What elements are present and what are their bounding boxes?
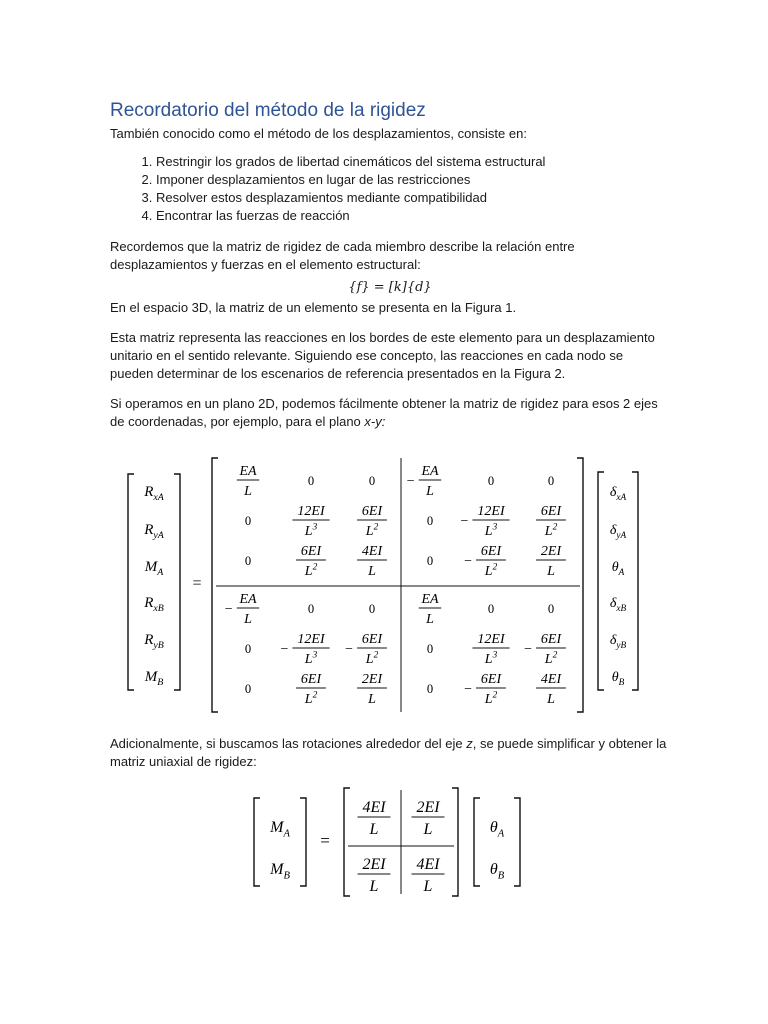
document-page bbox=[110, 100, 670, 431]
minus-sign: − bbox=[464, 553, 473, 569]
numerator: 2EI bbox=[362, 856, 386, 873]
rhs2-symbol bbox=[490, 819, 505, 839]
matrix-entry bbox=[536, 672, 566, 707]
denominator: $L^3$ bbox=[304, 521, 318, 539]
plain-entry: 0 bbox=[368, 473, 376, 488]
denominator: $L^2$ bbox=[544, 521, 558, 539]
matrix2-left-bracket bbox=[344, 788, 350, 896]
minus-sign: − bbox=[524, 641, 533, 657]
uniaxial-axis: z bbox=[466, 736, 473, 751]
uniaxial-stiffness-matrix bbox=[248, 786, 528, 898]
numerator: 12EI bbox=[297, 632, 325, 647]
intro-paragraph: También conocido como el método de los desplazamientos, consiste en: bbox=[110, 126, 527, 141]
matrix-entry bbox=[548, 602, 554, 616]
numerator: 6EI bbox=[480, 672, 502, 687]
matrix-entry bbox=[488, 602, 494, 616]
matrix-entry bbox=[460, 504, 509, 539]
denominator: L bbox=[426, 484, 434, 499]
lhs2-left-bracket bbox=[254, 798, 260, 886]
lhs2-symbol-text: $M_B$ bbox=[270, 861, 290, 882]
matrix-entry bbox=[427, 682, 433, 696]
rhs-left-bracket bbox=[598, 472, 604, 690]
lhs2-symbol bbox=[269, 819, 290, 839]
rhs-symbol bbox=[610, 485, 627, 502]
denominator: $L^3$ bbox=[484, 521, 498, 539]
list-item: 1. Restringir los grados de libertad cinemáticos del sistema estructural bbox=[156, 153, 670, 171]
matrix-entry bbox=[488, 474, 494, 488]
equals-sign-2: = bbox=[320, 831, 330, 850]
uniaxial-text-end: , se puede simplificar y obtener la matriz uniaxial de rigidez: bbox=[110, 736, 667, 769]
rhs-symbol bbox=[610, 523, 627, 540]
lhs-symbol-text: $M_A$ bbox=[144, 559, 164, 579]
stiffness-matrix-2d bbox=[120, 450, 640, 720]
matrix-entry bbox=[292, 504, 329, 539]
plain-entry: 0 bbox=[487, 601, 495, 616]
numerator: 12EI bbox=[297, 504, 325, 519]
plain-entry: 0 bbox=[244, 513, 252, 528]
numerator: 4EI bbox=[540, 672, 562, 687]
matrix-entry bbox=[464, 672, 506, 707]
numerator: 6EI bbox=[540, 504, 562, 519]
lhs2-symbol bbox=[269, 861, 290, 881]
lhs-right-bracket bbox=[174, 474, 180, 690]
plain-entry: 0 bbox=[426, 553, 434, 568]
lhs2-symbol-text: $M_A$ bbox=[270, 819, 290, 840]
matrix-entry bbox=[427, 514, 433, 528]
figure1-paragraph: En el espacio 3D, la matriz de un elemento se presenta en la Figura 1. bbox=[110, 300, 517, 315]
rhs-right-bracket bbox=[632, 472, 638, 690]
matrix-entry bbox=[245, 554, 251, 568]
rhs-symbol-text: $\delta_{yA}$ bbox=[609, 523, 627, 540]
matrix-entry bbox=[548, 474, 554, 488]
lhs-left-bracket bbox=[128, 474, 134, 690]
uniaxial-paragraph bbox=[110, 735, 670, 771]
matrix-entry bbox=[536, 544, 566, 579]
rhs-symbol-text: $\theta_A$ bbox=[611, 560, 625, 577]
minus-sign: − bbox=[224, 601, 233, 617]
plain-entry: 0 bbox=[244, 641, 252, 656]
rhs-symbol-text: $\delta_{yB}$ bbox=[609, 633, 627, 650]
minus-sign: − bbox=[406, 473, 415, 489]
list-item: 2. Imponer desplazamientos en lugar de las restricciones bbox=[156, 171, 670, 189]
matrix-entry bbox=[412, 856, 445, 895]
denominator: $L^3$ bbox=[484, 649, 498, 667]
plain-entry: 0 bbox=[244, 553, 252, 568]
numerator: 6EI bbox=[480, 544, 502, 559]
plain-entry: 0 bbox=[368, 601, 376, 616]
denominator: L bbox=[369, 878, 379, 895]
matrix2-svg bbox=[248, 786, 528, 898]
denominator: L bbox=[547, 564, 555, 579]
matrix-entry bbox=[245, 642, 251, 656]
numerator: 6EI bbox=[300, 672, 322, 687]
numerator: 6EI bbox=[361, 504, 383, 519]
numerator: EA bbox=[239, 592, 257, 607]
matrix-entry bbox=[369, 474, 375, 488]
matrix-entry bbox=[412, 799, 445, 838]
matrix-entry bbox=[472, 632, 509, 667]
numerator: 12EI bbox=[477, 632, 505, 647]
plane-axis: x-y: bbox=[364, 414, 386, 429]
minus-sign: − bbox=[345, 641, 354, 657]
rhs2-symbol-text: $\theta_B$ bbox=[489, 861, 505, 882]
numerator: 2EI bbox=[416, 799, 440, 816]
plain-entry: 0 bbox=[426, 513, 434, 528]
rhs-symbol bbox=[610, 596, 627, 613]
lhs-symbol bbox=[143, 632, 164, 651]
denominator: $L^2$ bbox=[544, 649, 558, 667]
denominator: $L^2$ bbox=[365, 649, 379, 667]
lhs-symbol bbox=[143, 484, 165, 503]
matrix-entry bbox=[419, 592, 442, 627]
rhs2-right-bracket bbox=[514, 798, 520, 886]
minus-sign: − bbox=[464, 681, 473, 697]
lhs-symbol-text: $R_{xA}$ bbox=[144, 484, 164, 504]
rhs2-symbol bbox=[490, 861, 505, 881]
matrix-entry bbox=[358, 856, 391, 895]
lhs-symbol bbox=[144, 669, 164, 688]
matrix-entry bbox=[308, 474, 314, 488]
minus-sign: − bbox=[280, 641, 289, 657]
denominator: $L^2$ bbox=[304, 689, 318, 707]
section-title: Recordatorio del método de la rigidez bbox=[110, 100, 426, 121]
lhs-symbol bbox=[144, 559, 165, 578]
list-item: 3. Resolver estos desplazamientos mediante compatibilidad bbox=[156, 189, 670, 207]
numerator: 6EI bbox=[540, 632, 562, 647]
matrix-entry bbox=[245, 514, 251, 528]
numerator: 2EI bbox=[361, 672, 383, 687]
denominator: $L^2$ bbox=[365, 521, 379, 539]
denominator: $L^2$ bbox=[484, 689, 498, 707]
matrix-entry bbox=[357, 544, 387, 579]
lhs-symbol bbox=[143, 522, 165, 541]
denominator: $L^2$ bbox=[304, 561, 318, 579]
matrix-entry bbox=[296, 544, 326, 579]
matrix-entry bbox=[280, 632, 329, 667]
lhs-symbol bbox=[143, 595, 164, 614]
denominator: L bbox=[244, 612, 252, 627]
rhs2-left-bracket bbox=[474, 798, 480, 886]
matrix-entry bbox=[464, 544, 506, 579]
matrix-entry bbox=[308, 602, 314, 616]
matrix-entry bbox=[427, 642, 433, 656]
lhs-symbol-text: $R_{yA}$ bbox=[144, 522, 164, 542]
matrix-entry bbox=[357, 504, 387, 539]
matrix-entry bbox=[237, 464, 260, 499]
denominator: L bbox=[369, 821, 379, 838]
matrix-entry bbox=[536, 504, 566, 539]
numerator: EA bbox=[421, 592, 439, 607]
denominator: L bbox=[368, 692, 376, 707]
denominator: L bbox=[244, 484, 252, 499]
plane-paragraph bbox=[110, 395, 670, 431]
plain-entry: 0 bbox=[426, 641, 434, 656]
matrix-entry bbox=[345, 632, 387, 667]
list-item: 4. Encontrar las fuerzas de reacción bbox=[156, 207, 670, 225]
rhs2-symbol-text: $\theta_A$ bbox=[489, 819, 505, 840]
matrix2-right-bracket bbox=[452, 788, 458, 896]
matrix-entry bbox=[524, 632, 566, 667]
matrix-entry bbox=[407, 464, 442, 499]
matrix-entry bbox=[296, 672, 326, 707]
rhs-symbol bbox=[610, 633, 627, 650]
denominator: L bbox=[423, 878, 433, 895]
denominator: L bbox=[368, 564, 376, 579]
minus-sign: − bbox=[460, 513, 469, 529]
plain-entry: 0 bbox=[487, 473, 495, 488]
denominator: L bbox=[426, 612, 434, 627]
matrix-entry bbox=[369, 602, 375, 616]
plain-entry: 0 bbox=[547, 473, 555, 488]
matrix-entry bbox=[225, 592, 260, 627]
denominator: L bbox=[547, 692, 555, 707]
lhs-symbol-text: $M_B$ bbox=[144, 669, 164, 689]
matrix-entry bbox=[358, 799, 391, 838]
steps-list bbox=[110, 153, 670, 225]
denominator: $L^2$ bbox=[484, 561, 498, 579]
numerator: EA bbox=[239, 464, 257, 479]
numerator: 4EI bbox=[362, 799, 386, 816]
stiffness-paragraph: Recordemos que la matriz de rigidez de cada miembro describe la relación entre desplazamientos y fuerzas en el elemento estructural: bbox=[110, 239, 575, 272]
matrix1-svg bbox=[120, 450, 640, 720]
numerator: 4EI bbox=[361, 544, 383, 559]
matrix-entry bbox=[245, 682, 251, 696]
rhs-symbol-text: $\theta_B$ bbox=[611, 670, 625, 687]
matrix-entry bbox=[427, 554, 433, 568]
rhs-symbol bbox=[612, 560, 625, 577]
denominator: L bbox=[423, 821, 433, 838]
denominator: $L^3$ bbox=[304, 649, 318, 667]
plain-entry: 0 bbox=[244, 681, 252, 696]
equals-sign: = bbox=[192, 575, 202, 592]
plain-entry: 0 bbox=[426, 681, 434, 696]
numerator: 6EI bbox=[361, 632, 383, 647]
rhs-symbol-text: $\delta_{xB}$ bbox=[609, 596, 627, 613]
plain-entry: 0 bbox=[307, 473, 315, 488]
numerator: EA bbox=[421, 464, 439, 479]
plain-entry: 0 bbox=[307, 601, 315, 616]
reactions-paragraph: Esta matriz representa las reacciones en los bordes de este elemento para un desplazamiento unitario en el sentido relevante. Siguiendo ese concepto, las reacciones en cada nodo se pueden determinar de los escenarios de referencia presentados en la Figura 2. bbox=[110, 330, 655, 381]
numerator: 2EI bbox=[540, 544, 562, 559]
lhs-symbol-text: $R_{yB}$ bbox=[144, 632, 164, 652]
uniaxial-text: Adicionalmente, si buscamos las rotaciones alrededor del eje bbox=[110, 736, 467, 751]
rhs-symbol bbox=[612, 670, 625, 687]
plane-text: Si operamos en un plano 2D, podemos fácilmente obtener la matriz de rigidez para esos 2 ejes de coordenadas, por ejemplo, para el plano bbox=[110, 396, 658, 429]
numerator: 12EI bbox=[477, 504, 505, 519]
numerator: 6EI bbox=[300, 544, 322, 559]
matrix-entry bbox=[357, 672, 387, 707]
lhs2-right-bracket bbox=[300, 798, 306, 886]
stiffness-equation: {f} = [k]{d} bbox=[348, 280, 432, 295]
numerator: 4EI bbox=[416, 856, 440, 873]
rhs-symbol-text: $\delta_{xA}$ bbox=[609, 485, 627, 502]
matrix-left-bracket bbox=[212, 458, 218, 712]
matrix-right-bracket bbox=[577, 458, 583, 712]
lhs-symbol-text: $R_{xB}$ bbox=[144, 595, 164, 615]
plain-entry: 0 bbox=[547, 601, 555, 616]
